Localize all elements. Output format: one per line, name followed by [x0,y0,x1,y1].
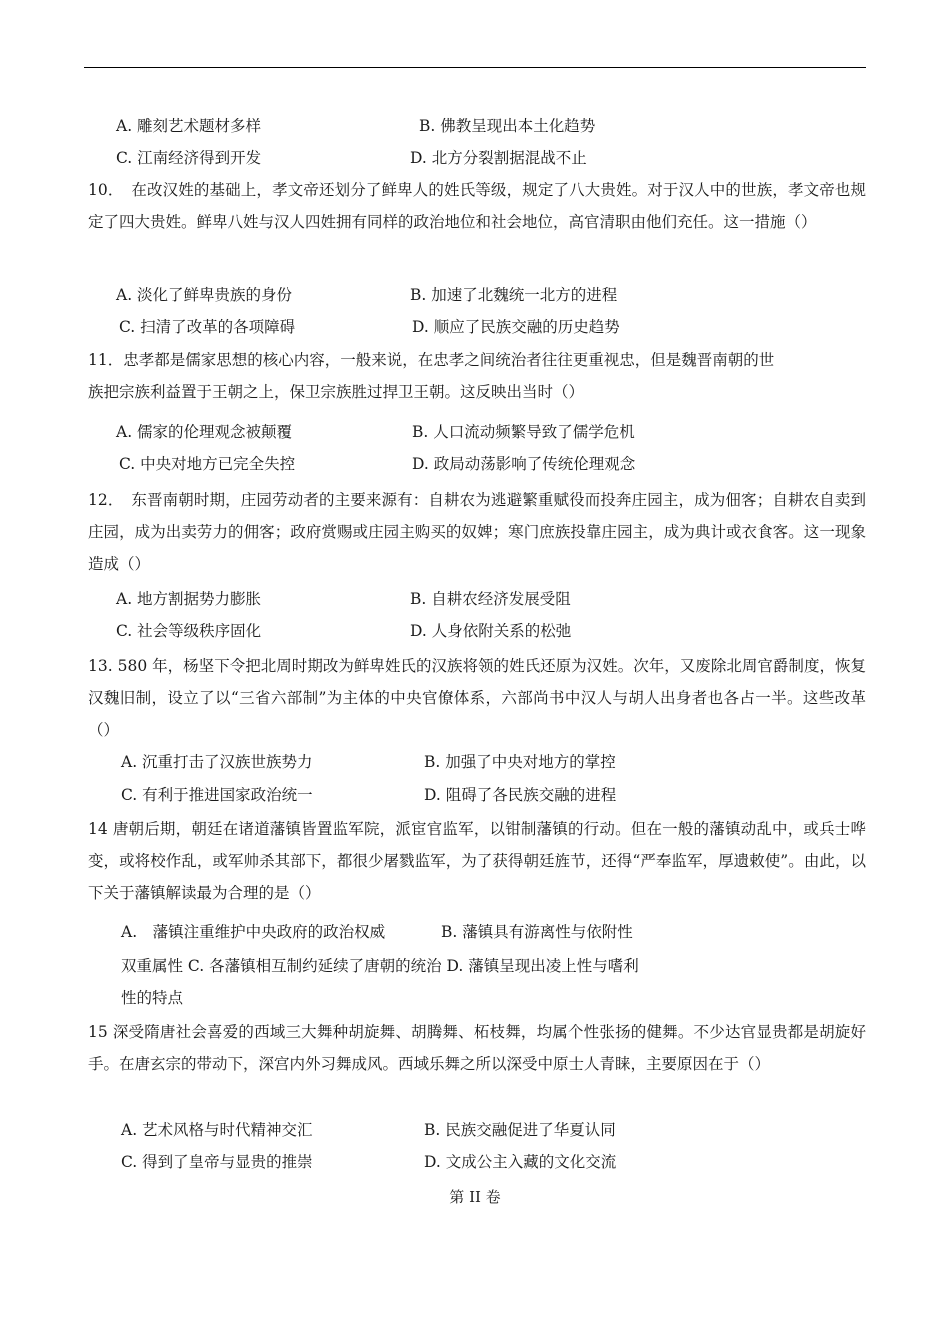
q11-option-b: B. 人口流动频繁导致了儒学危机 [412,423,635,441]
q10-option-d: D. 顺应了民族交融的历史趋势 [412,318,620,336]
q15-option-d: D. 文成公主入藏的文化交流 [424,1153,617,1171]
q15-stem: 15 深受隋唐社会喜爱的西域三大舞种胡旋舞、胡腾舞、柘枝舞，均属个性张扬的健舞。不少达官显贵都是胡旋好手。在唐玄宗的带动下，深宫内外习舞成风。西域乐舞之所以深受中原士人青睐，主要原因在于（） [88,1023,866,1073]
q10-option-a: A. 淡化了鲜卑贵族的身份 [116,286,293,304]
q14-option-a: A. 藩镇注重维护中央政府的政治权威 [121,923,386,941]
q12-option-d: D. 人身依附关系的松弛 [410,622,572,640]
q11-stem-line2: 族把宗族利益置于王朝之上，保卫宗族胜过捍卫王朝。这反映出当时（） [88,383,585,401]
q11-option-d: D. 政局动荡影响了传统伦理观念 [412,455,636,473]
q11-stem-line1: 11．忠孝都是儒家思想的核心内容，一般来说，在忠孝之间统治者往往更重视忠，但是魏晋南朝的世 [88,351,775,369]
q13-stem: 13. 580 年，杨坚下令把北周时期改为鲜卑姓氏的汉族将领的姓氏还原为汉姓。次年，又废除北周官爵制度，恢复汉魏旧制，设立了以“三省六部制”为主体的中央官僚体系，六部尚书中汉人与胡人出身者也各占一半。这些改革（） [88,657,866,739]
q9-option-b: B. 佛教呈现出本土化趋势 [419,117,596,135]
q15-option-b: B. 民族交融促进了华夏认同 [424,1121,616,1139]
header-rule [84,67,866,68]
q14-options-continued: 双重属性 C. 各藩镇相互制约延续了唐朝的统治 D. 藩镇呈现出凌上性与嗜利 [121,957,639,975]
q14-option-b: B. 藩镇具有游离性与依附性 [441,923,633,941]
q12-option-a: A. 地方割据势力膨胀 [116,590,262,608]
q12-stem: 12． 东晋南朝时期，庄园劳动者的主要来源有：自耕农为逃避繁重赋役而投奔庄园主，成为佃客；自耕农自卖到庄园，成为出卖劳力的佣客；政府赏赐或庄园主购买的奴婢；寒门庶族投靠庄园主，成为典计或衣食客。这一现象造成（） [88,491,866,573]
q10-stem: 10． 在改汉姓的基础上，孝文帝还划分了鲜卑人的姓氏等级，规定了八大贵姓。对于汉人中的世族，孝文帝也规定了四大贵姓。鲜卑八姓与汉人四姓拥有同样的政治地位和社会地位，高官清职由他们充任。这一措施（） [88,181,866,231]
q9-option-d: D. 北方分裂割据混战不止 [410,149,587,167]
q14-stem: 14 唐朝后期，朝廷在诸道藩镇皆置监军院，派宦官监军，以钳制藩镇的行动。但在一般的藩镇动乱中，或兵士哗变，或将校作乱，或军帅杀其部下，都很少屠戮监军，为了获得朝廷旌节，还得“严奉监军，厚遗敕使”。由此，以下关于藩镇解读最为合理的是（） [88,820,866,902]
q14-options-tail: 性的特点 [121,989,184,1007]
q12-option-c: C. 社会等级秩序固化 [116,622,262,640]
q10-option-c: C. 扫清了改革的各项障碍 [119,318,296,336]
q9-option-c: C. 江南经济得到开发 [116,149,262,167]
q13-option-b: B. 加强了中央对地方的掌控 [424,753,616,771]
q15-option-c: C. 得到了皇帝与显贵的推崇 [121,1153,313,1171]
q13-option-d: D. 阻碍了各民族交融的进程 [424,786,617,804]
section-title: 第 II 卷 [449,1188,501,1206]
q9-option-a: A. 雕刻艺术题材多样 [116,117,262,135]
q13-option-a: A. 沉重打击了汉族世族势力 [121,753,313,771]
q10-option-b: B. 加速了北魏统一北方的进程 [410,286,618,304]
q11-option-a: A. 儒家的伦理观念被颠覆 [116,423,293,441]
q13-option-c: C. 有利于推进国家政治统一 [121,786,313,804]
q15-option-a: A. 艺术风格与时代精神交汇 [121,1121,313,1139]
q12-option-b: B. 自耕农经济发展受阻 [410,590,571,608]
q11-option-c: C. 中央对地方已完全失控 [119,455,296,473]
